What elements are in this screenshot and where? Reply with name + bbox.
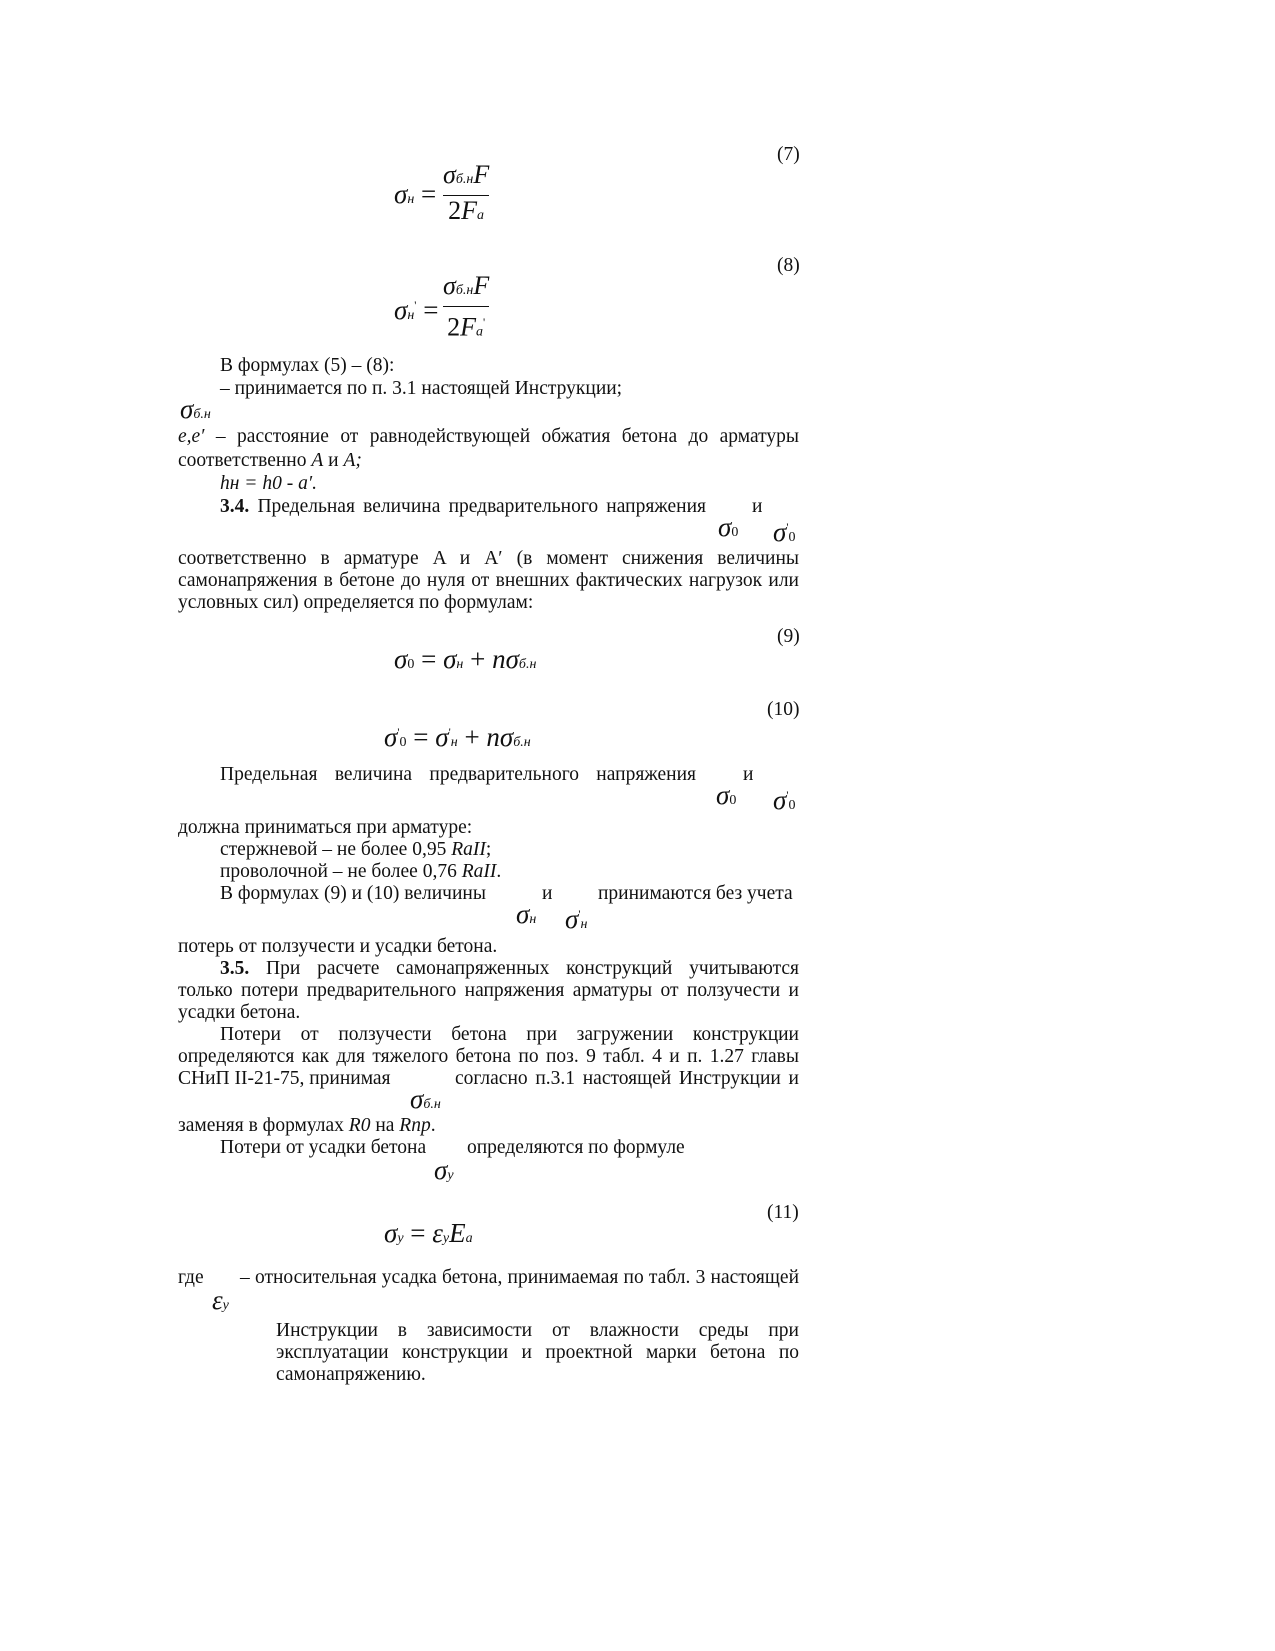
sigma-n-symbol: σн bbox=[516, 899, 537, 929]
paragraph-rod-reinforcement: стержневой – не более 0,95 RаII; bbox=[220, 839, 492, 860]
paragraph-formulas-9-10-and: и bbox=[542, 883, 553, 904]
paragraph-sigma-bn-ref: – принимается по п. 3.1 настоящей Инструкции; bbox=[220, 378, 623, 399]
paragraph-creep-losses-line3a: СНиП II-21-75, принимая bbox=[178, 1068, 391, 1089]
paragraph-limit-value: Предельная величина предварительного напряжения bbox=[220, 764, 696, 785]
paragraph-creep-losses: Потери от ползучести бетона при загружении конструкции bbox=[220, 1024, 799, 1045]
paragraph-shrinkage-losses-b: определяются по формуле bbox=[467, 1137, 685, 1158]
equation-10: σ'0 = σ'н + nσб.н bbox=[384, 722, 531, 752]
equation-9: σ0 = σн + nσб.н bbox=[394, 644, 537, 674]
paragraph-3-4-line4: условных сил) определяется по формулам: bbox=[178, 592, 534, 613]
paragraph-formulas-5-8: В формулах (5) – (8): bbox=[220, 355, 395, 376]
paragraph-formulas-9-10: В формулах (9) и (10) величины bbox=[220, 883, 486, 904]
sigma-bn-symbol-2: σб.н bbox=[410, 1084, 441, 1114]
equation-number-11: (11) bbox=[767, 1202, 799, 1223]
paragraph-instruction-cont3: самонапряжению. bbox=[276, 1364, 426, 1385]
paragraph-3-4-line2: соответственно в арматуре A и A′ (в момент снижения величины bbox=[178, 548, 799, 569]
paragraph-creep-shrinkage: потерь от ползучести и усадки бетона. bbox=[178, 936, 498, 957]
paragraph-where: где bbox=[178, 1267, 204, 1288]
paragraph-where-def: – относительная усадка бетона, принимаемая по табл. 3 настоящей bbox=[240, 1267, 799, 1288]
equation-number-7: (7) bbox=[777, 144, 800, 165]
paragraph-formulas-9-10-end: принимаются без учета bbox=[598, 883, 793, 904]
paragraph-e-distance-cont: соответственно A и A; bbox=[178, 450, 362, 471]
paragraph-instruction-cont: Инструкции в зависимости от влажности среды при bbox=[276, 1320, 799, 1341]
paragraph-e-distance: e,e′ – расстояние от равнодействующей обжатия бетона до арматуры bbox=[178, 426, 799, 447]
paragraph-wire-reinforcement: проволочной – не более 0,76 RаII. bbox=[220, 861, 502, 882]
equation-number-8: (8) bbox=[777, 255, 800, 276]
sigma-0-prime-symbol: σ'0 bbox=[773, 517, 796, 547]
paragraph-shrinkage-losses-a: Потери от усадки бетона bbox=[220, 1137, 427, 1158]
sigma-bn-symbol: σб.н bbox=[180, 394, 211, 424]
paragraph-replace-r0: заменяя в формулах R0 на Rпр. bbox=[178, 1115, 436, 1136]
equation-number-10: (10) bbox=[767, 699, 800, 720]
paragraph-3-5-line3: усадки бетона. bbox=[178, 1002, 301, 1023]
paragraph-3-4: 3.4. Предельная величина предварительного напряжения bbox=[220, 496, 706, 517]
equation-number-9: (9) bbox=[777, 626, 800, 647]
paragraph-reinforcement: должна приниматься при арматуре: bbox=[178, 817, 473, 838]
paragraph-3-5: 3.5. При расчете самонапряженных конструкций учитываются bbox=[220, 958, 799, 979]
epsilon-y-symbol: εу bbox=[212, 1285, 229, 1315]
sigma-y-symbol: σу bbox=[434, 1155, 454, 1185]
paragraph-creep-losses-line2: определяются как для тяжелого бетона по поз. 9 табл. 4 и п. 1.27 главы bbox=[178, 1046, 799, 1067]
sigma-0-symbol: σ0 bbox=[718, 512, 739, 542]
paragraph-3-4-line3: самонапряжения в бетоне до нуля от внешних фактических нагрузок или bbox=[178, 570, 799, 591]
formula-hn: hн = h0 - a′. bbox=[220, 473, 317, 494]
sigma-0-symbol-2: σ0 bbox=[716, 780, 737, 810]
sigma-0-prime-symbol-2: σ'0 bbox=[773, 785, 796, 815]
sigma-n-prime-symbol: σ'н bbox=[565, 904, 588, 934]
paragraph-creep-losses-line3b: согласно п.3.1 настоящей Инструкции и bbox=[455, 1068, 799, 1089]
equation-11: σу = εуEа bbox=[384, 1218, 473, 1248]
paragraph-3-5-line2: только потери предварительного напряжения арматуры от ползучести и bbox=[178, 980, 799, 1001]
paragraph-limit-value-and: и bbox=[743, 764, 754, 785]
paragraph-3-4-and: и bbox=[752, 496, 763, 517]
paragraph-instruction-cont2: эксплуатации конструкции и проектной марки бетона по bbox=[276, 1342, 799, 1363]
